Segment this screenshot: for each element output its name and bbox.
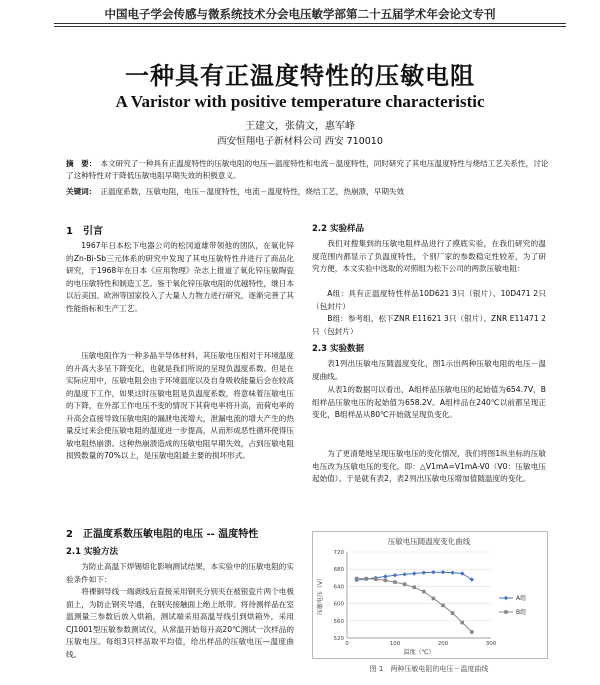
legend-marker-b (504, 610, 508, 614)
keywords-label: 关键词： (66, 187, 97, 196)
legend-marker-a (504, 596, 508, 600)
affiliation: 西安恒翔电子新材料公司 西安 710010 (217, 136, 383, 147)
legend-label: A组 (516, 595, 527, 602)
data-point-a (393, 573, 397, 577)
section-2-1-paragraph-2: 将裸铜导线一端剥线后直接采用钢夹分别夹在被银瓷片两个电极面上，为防止钢夹导通，在钢夹接触面上绝上纸带。将待测样品在室温测量三参数后放入烘箱，测试端采用高温导线引到烘箱外，采用CJ1001型压敏参数测试仪，从常温开始每升高20℃测试一次样品的压敏电压。每组3只样品取平均值，给出样品的压敏电压—温度曲线。 (66, 587, 294, 659)
paper-title-cn: 一种具有正温度特性的压敏电阻 (125, 62, 475, 90)
x-tick-label: 200 (437, 641, 449, 647)
header-rule-bottom (54, 26, 566, 27)
figure-1-caption: 图 1 两种压敏电阻的电压－温度曲线 (369, 665, 489, 673)
data-point-b (384, 579, 388, 583)
data-point-b (355, 577, 359, 581)
section-2-title: 2 正温度系数压敏电阻的电压 -- 温度特性 (66, 529, 259, 540)
y-tick-label: 640 (333, 584, 344, 591)
abstract (66, 158, 552, 182)
x-tick-label: 100 (389, 641, 401, 647)
data-point-b (441, 604, 445, 608)
figure-1 (312, 531, 548, 659)
header-rule-top (54, 23, 566, 24)
data-point-a (402, 572, 406, 576)
x-tick-label: 0 (345, 641, 349, 647)
section-2-2-paragraph-1: 我们对搜集到的压敏电阻样品进行了摸底实验，在我们研究的温度范围内都显示了负温度特性，个别厂家的参数稳定性较差，为了研究方便，本文实验中选取的对照组为松下公司的两款压敏电阻： (312, 239, 546, 273)
x-tick-label: 300 (485, 641, 497, 647)
data-point-b (374, 577, 378, 581)
section-2-1-title: 2.1 实验方法 (66, 547, 119, 557)
data-point-a (441, 570, 445, 574)
data-point-b (470, 630, 474, 634)
data-point-b (364, 577, 368, 581)
y-tick-label: 680 (333, 567, 344, 574)
chart-title: 压敏电压随温度变化曲线 (387, 537, 471, 546)
section-2-3-paragraph-3: 为了更清楚地呈现压敏电压的变化情况，我们将图1纵坐标的压敏电压改为压敏电压的变化，即：△V1mA=V1mA-V0（V0：压敏电压起始值）。于是就有表2，表2列出压敏电压增加值随温度的变化。 (312, 449, 546, 483)
section-1-paragraph-1: 1967年日本松下电器公司的松冈道雄带领他的团队，在氧化锌的Zn-Bi-Sb三元体系的研究中发现了其电压敏特性并进行了商品化研究，于1968年在日本《应用物理》杂志上报道了氧化锌压敏陶瓷的电压敏特性和制造工艺。鉴于氧化锌压敏电阻的优越特性，继日本以后美国、欧洲等国家投入了大量人力物力进行研究，逐渐完善了其性能指标和生产工艺。 (66, 241, 294, 313)
section-2-1-paragraph-1: 为防止高温下焊锡熔化影响测试结果，本实验中的压敏电阻的实验条件如下： (66, 562, 294, 584)
x-axis-label: 温度（℃） (403, 649, 435, 656)
authors: 王建文，张倩文，惠军峰 (245, 121, 355, 132)
section-2-3-paragraph-2: 从表1的数据可以看出，A组样品压敏电压的起始值为654.7V，B组样品压敏电压的起始值为658.2V。A组样品在240℃以前都呈现正变化，B组样品从80℃开始就呈现负变化。 (312, 385, 546, 419)
keywords-text: 正温度系数，压敏电阻，电压－温度特性，电流－温度特性，烧结工艺，热崩溃，早期失效 (100, 187, 405, 196)
section-1-paragraph-2: 压敏电阻作为一种多晶半导体材料，其压敏电压相对于环境温度的升高大多呈下降变化，也就是我们所说的呈现负温度系数。但是在实际应用中，压敏电阻会由于环境温度以及自身吸收能量后会在较高的温度下工作，如果这时压敏电阻是负温度系数，将意味着压敏电压的下降，在外部工作电压不变的情况下其荷电率将升高，而荷电率的升高会直接导致压敏电阻的漏泄电流增大，泄漏电流的增大产生的热量反过来会使压敏电阻的温度进一步提高，从而形成恶性循环使得压敏电阻热崩溃。这种热崩溃造成的压敏电阻早期失效，占到压敏电阻损毁数量的70%以上，是压敏电阻最主要的损坏形式。 (66, 351, 294, 460)
paper-title-en: A Varistor with positive temperature characteristic (115, 92, 485, 111)
data-point-a (383, 574, 387, 578)
y-tick-label: 720 (333, 550, 344, 556)
data-point-b (460, 621, 464, 625)
data-point-b (403, 582, 407, 586)
section-2-3-title: 2.3 实验数据 (312, 344, 365, 354)
section-2-2-group-a: A组：具有正温度特性样品10D621 3只（银片）、10D471 2只（包封片） (312, 289, 546, 311)
y-axis-label: 压敏电压（V） (317, 574, 324, 616)
abstract-text: 本文研究了一种具有正温度特性的压敏电阻的电压—温度特性和电流－温度特性，同时研究了其电压温度特性与烧结工艺关系性，讨论了这种特性对于降低压敏电阻早期失效的积极意义。 (66, 159, 549, 180)
running-header: 中国电子学会传感与微系统技术分会电压敏学部第二十五届学术年会论文专刊 (104, 7, 496, 21)
data-point-a (412, 571, 416, 575)
data-point-a (431, 570, 435, 574)
voltage-temperature-chart (313, 532, 547, 658)
data-point-b (432, 597, 436, 601)
y-tick-label: 520 (333, 636, 344, 642)
keywords (66, 186, 552, 198)
abstract-label: 摘 要： (66, 159, 97, 168)
section-2-2-title: 2.2 实验样品 (312, 224, 365, 234)
legend-label: B组 (516, 609, 527, 616)
data-point-b (451, 611, 455, 615)
y-tick-label: 560 (333, 618, 344, 625)
section-2-3-paragraph-1: 表1列出压敏电压随温度变化，图1示出两种压敏电阻的电压－温度曲线。 (312, 359, 546, 381)
data-point-b (422, 590, 426, 594)
y-tick-label: 600 (333, 601, 344, 608)
section-2-2-group-b: B组：参考组，松下ZNR E11621 3只（银片）、ZNR E11471 2只（包封片） (312, 314, 546, 336)
data-point-b (412, 585, 416, 589)
data-point-a (422, 570, 426, 574)
data-point-a (450, 570, 454, 574)
section-1-title: 1 引言 (66, 226, 103, 237)
data-point-b (393, 580, 397, 584)
